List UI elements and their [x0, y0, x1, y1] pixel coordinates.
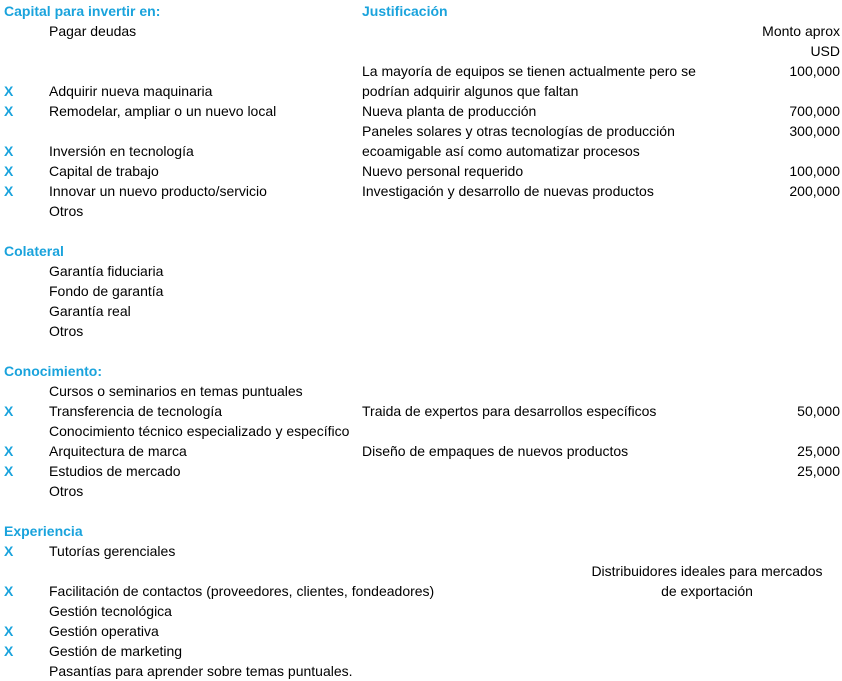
conocimiento-item-label: Estudios de mercado [49, 463, 181, 479]
capital-section-title: Capital para invertir en: [4, 3, 161, 19]
experiencia-item-label: Tutorías gerenciales [49, 543, 176, 559]
selection-mark: X [4, 143, 14, 159]
selection-mark: X [4, 403, 14, 419]
amount-header-line2: USD [810, 43, 840, 59]
capital-item-justification-line2: podrían adquirir algunos que faltan [362, 83, 579, 99]
conocimiento-item-label: Otros [49, 483, 84, 499]
selection-mark: X [4, 583, 14, 599]
capital-item-amount: 200,000 [789, 183, 840, 199]
selection-mark: X [4, 463, 14, 479]
conocimiento-item-justification: Diseño de empaques de nuevos productos [362, 443, 629, 459]
capital-item-label: Adquirir nueva maquinaria [49, 83, 213, 99]
experiencia-item-label: Gestión tecnológica [49, 603, 172, 619]
selection-mark: X [4, 163, 14, 179]
selection-mark: X [4, 83, 14, 99]
capital-item-amount: 100,000 [789, 163, 840, 179]
capital-item-label: Remodelar, ampliar o un nuevo local [49, 103, 277, 119]
capital-item-label: Inversión en tecnología [49, 143, 194, 159]
selection-mark: X [4, 103, 14, 119]
capital-item-amount: 700,000 [789, 103, 840, 119]
colateral-section-title: Colateral [4, 243, 64, 259]
conocimiento-item-amount: 50,000 [797, 403, 840, 419]
capital-item-amount: 300,000 [789, 123, 840, 139]
colateral-item-label: Garantía real [49, 303, 131, 319]
colateral-item-label: Otros [49, 323, 84, 339]
experiencia-item-label: Facilitación de contactos (proveedores, clientes, fondeadores) [49, 583, 435, 599]
selection-mark: X [4, 623, 14, 639]
capital-item-amount: 100,000 [789, 63, 840, 79]
conocimiento-item-label: Conocimiento técnico especializado y específico [49, 423, 350, 439]
experiencia-item-label: Pasantías para aprender sobre temas puntuales. [49, 663, 353, 679]
experiencia-item-label: Gestión de marketing [49, 643, 183, 659]
selection-mark: X [4, 643, 14, 659]
justification-header: Justificación [362, 3, 448, 19]
conocimiento-section-title: Conocimiento: [4, 363, 102, 379]
selection-mark: X [4, 543, 14, 559]
capital-item-justification: Nueva planta de producción [362, 103, 537, 119]
conocimiento-item-amount: 25,000 [797, 463, 840, 479]
capital-item-justification-line1: La mayoría de equipos se tienen actualmente pero se [362, 63, 696, 79]
conocimiento-item-label: Transferencia de tecnología [49, 403, 223, 419]
amount-header-line1: Monto aprox [762, 23, 840, 39]
conocimiento-item-label: Arquitectura de marca [49, 443, 187, 459]
experiencia-section-title: Experiencia [4, 523, 83, 539]
experiencia-item-label: Gestión operativa [49, 623, 159, 639]
capital-item-justification-line1: Paneles solares y otras tecnologías de producción [362, 123, 675, 139]
capital-item-justification: Nuevo personal requerido [362, 163, 524, 179]
conocimiento-item-amount: 25,000 [797, 443, 840, 459]
conocimiento-item-justification: Traida de expertos para desarrollos específicos [362, 403, 657, 419]
capital-item-justification-line2: ecoamigable así como automatizar procesos [362, 143, 640, 159]
capital-item-label: Pagar deudas [49, 23, 137, 39]
capital-item-label: Innovar un nuevo producto/servicio [49, 183, 267, 199]
selection-mark: X [4, 443, 14, 459]
capital-item-label: Otros [49, 203, 84, 219]
experiencia-item-justification-line1: Distribuidores ideales para mercados [591, 563, 823, 579]
capital-item-label: Capital de trabajo [49, 163, 159, 179]
experiencia-item-justification-line2: de exportación [661, 583, 753, 599]
conocimiento-item-label: Cursos o seminarios en temas puntuales [49, 383, 303, 399]
colateral-item-label: Garantía fiduciaria [49, 263, 164, 279]
capital-item-justification: Investigación y desarrollo de nuevas productos [362, 183, 654, 199]
selection-mark: X [4, 183, 14, 199]
colateral-item-label: Fondo de garantía [49, 283, 164, 299]
